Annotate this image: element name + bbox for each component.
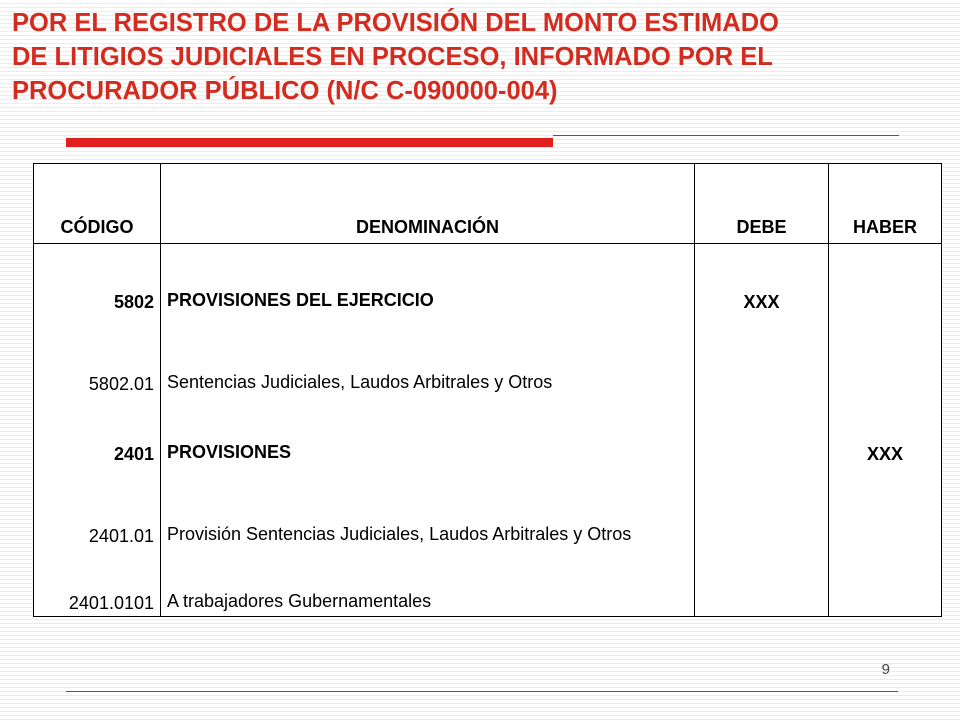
- table-row: [34, 547, 942, 617]
- account-name: Sentencias Judiciales, Laudos Arbitrales y Otros: [161, 315, 695, 395]
- account-code: 5802.01: [34, 315, 161, 395]
- title-line-2: DE LITIGIOS JUDICIALES EN PROCESO, INFORMADO POR EL: [12, 43, 773, 71]
- debit-amount: [695, 395, 829, 467]
- table-row: [34, 315, 942, 395]
- credit-amount: [829, 315, 942, 395]
- account-code: 2401.0101: [34, 547, 161, 617]
- table-row: [34, 395, 942, 467]
- header-credit: HABER: [829, 164, 942, 244]
- account-name: PROVISIONES: [161, 395, 695, 467]
- title-line-1: POR EL REGISTRO DE LA PROVISIÓN DEL MONTO ESTIMADO: [12, 9, 779, 37]
- title-underline-thin: [553, 135, 899, 136]
- table-row: [34, 467, 942, 547]
- header-name: DENOMINACIÓN: [161, 164, 695, 244]
- account-name: PROVISIONES DEL EJERCICIO: [161, 244, 695, 316]
- account-code: 5802: [34, 244, 161, 316]
- header-debit: DEBE: [695, 164, 829, 244]
- credit-amount: [829, 547, 942, 617]
- debit-amount: [695, 467, 829, 547]
- page-number: 9: [881, 661, 890, 678]
- account-name: Provisión Sentencias Judiciales, Laudos Arbitrales y Otros: [161, 467, 695, 547]
- debit-amount: [695, 315, 829, 395]
- debit-amount: XXX: [695, 244, 829, 316]
- footer-rule: [66, 691, 898, 692]
- credit-amount: XXX: [829, 395, 942, 467]
- account-code: 2401: [34, 395, 161, 467]
- credit-amount: [829, 244, 942, 316]
- table-row: [34, 244, 942, 316]
- journal-entry-table: [33, 163, 942, 617]
- debit-amount: [695, 547, 829, 617]
- account-code: 2401.01: [34, 467, 161, 547]
- account-name: A trabajadores Gubernamentales: [161, 547, 695, 617]
- table-header-row: [34, 164, 942, 244]
- credit-amount: [829, 467, 942, 547]
- slide-title: [12, 6, 942, 108]
- header-code: CÓDIGO: [34, 164, 161, 244]
- title-line-3: PROCURADOR PÚBLICO (N/C C-090000-004): [12, 77, 558, 105]
- title-underline-thick: [66, 138, 553, 147]
